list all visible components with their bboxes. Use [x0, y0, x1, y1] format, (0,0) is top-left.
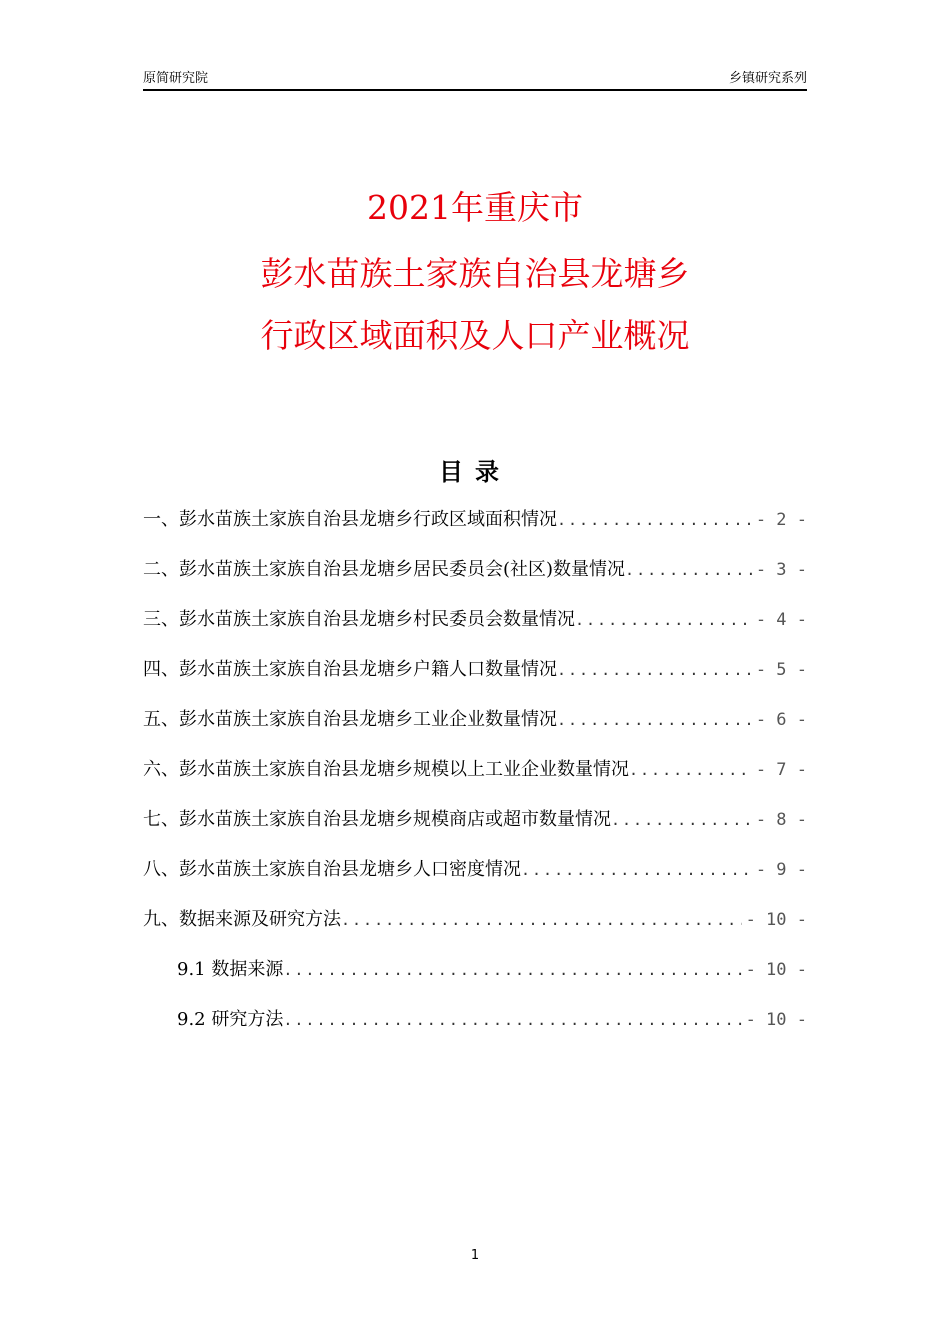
table-of-contents: [143, 505, 807, 1055]
toc-entry-label: 三、彭水苗族土家族自治县龙塘乡村民委员会数量情况: [143, 609, 575, 630]
toc-leader-dots: [629, 761, 752, 779]
header-series-name: 乡镇研究系列: [728, 71, 807, 86]
toc-entry-label: 二、彭水苗族土家族自治县龙塘乡居民委员会(社区)数量情况: [143, 559, 626, 580]
toc-entry-page: - 10 -: [745, 960, 807, 980]
toc-leader-dots: [557, 661, 752, 679]
toc-entry-page: - 9 -: [755, 860, 807, 880]
toc-leader-dots: [575, 611, 752, 629]
toc-entry-5[interactable]: [143, 705, 807, 755]
toc-entry-label: 五、彭水苗族土家族自治县龙塘乡工业企业数量情况: [143, 709, 557, 730]
title-line-3: 行政区域面积及人口产业概况: [260, 316, 690, 355]
toc-entry-page: - 3 -: [755, 560, 807, 580]
toc-entry-label: 9.2 研究方法: [177, 1009, 284, 1030]
toc-entry-label: 四、彭水苗族土家族自治县龙塘乡户籍人口数量情况: [143, 659, 557, 680]
header-org-name: 原简研究院: [143, 71, 209, 86]
toc-entry-page: - 10 -: [745, 910, 807, 930]
toc-heading: 目录: [439, 458, 511, 486]
toc-entry-9-2[interactable]: [143, 1005, 807, 1055]
toc-entry-9[interactable]: [143, 905, 807, 955]
toc-leader-dots: [611, 811, 752, 829]
toc-entry-page: - 4 -: [755, 610, 807, 630]
toc-entry-label: 六、彭水苗族土家族自治县龙塘乡规模以上工业企业数量情况: [143, 759, 629, 780]
toc-entry-label: 八、彭水苗族土家族自治县龙塘乡人口密度情况: [143, 859, 521, 880]
toc-entry-page: - 10 -: [745, 1010, 807, 1030]
toc-leader-dots: [283, 1011, 741, 1029]
toc-leader-dots: [557, 711, 752, 729]
toc-entry-4[interactable]: [143, 655, 807, 705]
toc-leader-dots: [557, 511, 752, 529]
toc-entry-3[interactable]: [143, 605, 807, 655]
toc-leader-dots: [283, 961, 741, 979]
toc-entry-2[interactable]: [143, 555, 807, 605]
toc-entry-6[interactable]: [143, 755, 807, 805]
toc-entry-label: 9.1 数据来源: [177, 959, 284, 980]
toc-entry-page: - 5 -: [755, 660, 807, 680]
toc-entry-8[interactable]: [143, 855, 807, 905]
toc-leader-dots: [625, 561, 752, 579]
toc-entry-label: 一、彭水苗族土家族自治县龙塘乡行政区域面积情况: [143, 509, 557, 530]
page-number: 1: [470, 1248, 480, 1263]
title-line-2: 彭水苗族土家族自治县龙塘乡: [260, 254, 690, 293]
toc-entry-label: 九、数据来源及研究方法: [143, 909, 341, 930]
page-header: [143, 67, 807, 91]
toc-entry-7[interactable]: [143, 805, 807, 855]
toc-entry-9-1[interactable]: [143, 955, 807, 1005]
toc-entry-page: - 7 -: [755, 760, 807, 780]
toc-entry-1[interactable]: [143, 505, 807, 555]
title-line-1: 2021年重庆市: [367, 188, 583, 227]
toc-leader-dots: [341, 911, 742, 929]
toc-entry-page: - 6 -: [755, 710, 807, 730]
toc-leader-dots: [521, 861, 752, 879]
toc-entry-page: - 2 -: [755, 510, 807, 530]
toc-entry-page: - 8 -: [755, 810, 807, 830]
toc-entry-label: 七、彭水苗族土家族自治县龙塘乡规模商店或超市数量情况: [143, 809, 611, 830]
